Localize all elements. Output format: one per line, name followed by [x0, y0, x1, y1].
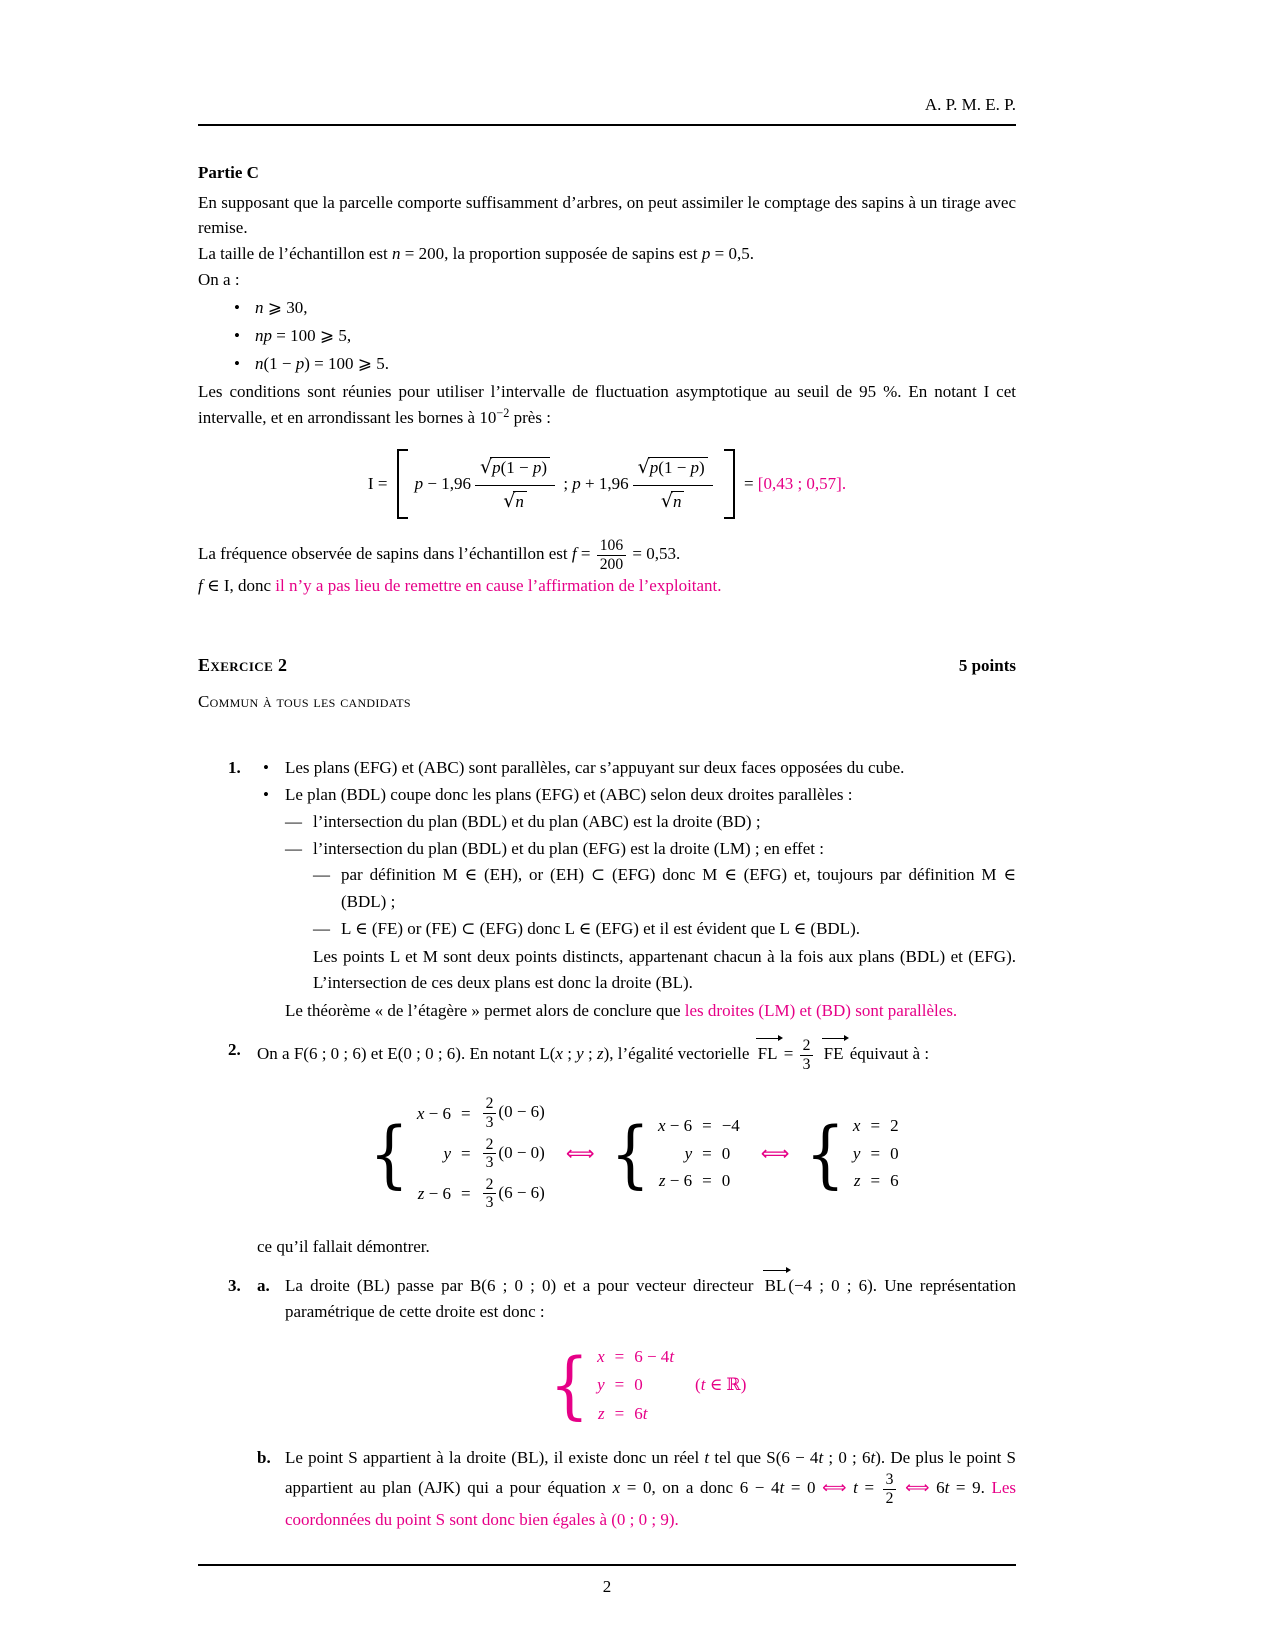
partie-c-section — [198, 160, 1016, 600]
dash-icon: — — [313, 865, 330, 885]
sqrt: √ n — [503, 491, 527, 512]
paragraph-conclusion: f ∈ I, donc il n’y a pas lieu de remettre en cause l’affirmation de l’exploitant. — [198, 576, 722, 597]
paragraph-sample: La taille de l’échantillon est n = 200, la proportion supposée de sapins est p = 0,5. — [198, 244, 754, 264]
item-number: 1. — [228, 758, 241, 778]
footer-rule — [198, 1564, 1016, 1566]
exercise-subtitle: Commun à tous les candidats — [198, 692, 411, 712]
exercise-header — [198, 652, 1016, 679]
list-item-text: np = 100 ⩾ 5, — [255, 325, 352, 346]
dash-icon: — — [285, 811, 302, 831]
sqrt: √ p(1 − p) — [638, 457, 708, 478]
sub-item-label: b. — [257, 1448, 271, 1468]
bullet-icon: • — [234, 297, 240, 317]
formula-lead: I = — [367, 474, 392, 494]
right-bracket — [724, 449, 735, 519]
bullet-icon: • — [234, 353, 240, 373]
item-number: 2. — [228, 1040, 241, 1060]
item-3a — [257, 1273, 1016, 1427]
paragraph-conditions: Les conditions sont réunies pour utiliser l’intervalle de fluctuation asymptotique au seuil de 95 %. En notant I cet intervalle, et en arrondissant les bornes à $10^{-2}$ près : — [198, 382, 1016, 428]
left-bracket — [397, 449, 408, 519]
iff-arrow-icon: ⟺ — [760, 1141, 790, 1166]
header-brand: A. P. M. E. P. — [924, 95, 1016, 114]
bullet-point: • Les plans (EFG) et (ABC) sont parallèles, car s’appuyant sur deux faces opposées du cube. — [257, 755, 1016, 781]
page-number: 2 — [602, 1577, 612, 1596]
dash-point: — l’intersection du plan (BDL) et du plan (ABC) est la droite (BD) ; — [257, 809, 1016, 835]
conditions-list — [198, 295, 1016, 377]
radical-sign: √ — [480, 455, 493, 478]
brace-icon: { — [805, 1109, 845, 1197]
item-3b — [257, 1445, 1016, 1533]
parametric-system: { x = 6 − 4t y = 0 (t ∈ ℝ) z = 6t — [549, 1341, 747, 1428]
item-1 — [198, 755, 1016, 1023]
header-rule — [198, 124, 1016, 126]
radical-sign: √ — [660, 489, 673, 512]
doc-header — [198, 92, 1016, 126]
paragraph-on-a: On a : — [198, 270, 240, 290]
list-item — [198, 323, 1016, 350]
formula-result: = [0,43 ; 0,57]. — [739, 474, 847, 494]
exercise-points: 5 points — [958, 655, 1016, 675]
brace-icon: { — [369, 1109, 409, 1197]
vector-arrow: FL — [756, 1041, 780, 1067]
fraction — [633, 454, 713, 515]
iff-arrow-icon: ⟺ — [565, 1141, 595, 1166]
parametric-system-display — [285, 1343, 1016, 1427]
sqrt: √ n — [661, 491, 685, 512]
paragraph-intro: En supposant que la parcelle comporte suffisamment d’arbres, on peut assimiler le comptage des sapins à un tirage avec remise. — [198, 192, 1016, 238]
system-2: { x − 6 = −4 y = 0 z − 6 = 0 — [610, 1109, 740, 1197]
bullet-point: • Le plan (BDL) coupe donc les plans (EFG) et (ABC) selon deux droites parallèles : — [257, 782, 1016, 808]
sub-dash-point: — par définition M ∈ (EH), or (EH) ⊂ (EFG) donc M ∈ (EFG) et, toujours par définition M ∈ (BDL) ; — [257, 862, 1016, 915]
brace-icon: { — [610, 1109, 650, 1197]
item-2-lead: On a F(6 ; 0 ; 6) et E(0 ; 0 ; 6). En notant L(x ; y ; z), l’égalité vectorielle FL = $\frac{2}{3}$ FE équivaut à : — [257, 1037, 930, 1073]
equivalence-systems — [257, 1093, 1016, 1213]
item-2 — [198, 1037, 1016, 1259]
item-number: 3. — [228, 1276, 241, 1296]
dash-point: — l’intersection du plan (BDL) et du plan (EFG) est la droite (LM) ; en effet : — [257, 836, 1016, 862]
conclusion-paragraph: Le théorème « de l’étagère » permet alors de conclure que les droites (LM) et (BD) sont parallèles. — [285, 1000, 958, 1020]
item-3b-text: Le point S appartient à la droite (BL), il existe donc un réel t tel que S(6 − 4t ; 0 ; 6t). De plus le point S appartient au plan (AJK) qui a pour équation x = 0, on a donc 6 − 4t = 0 ⟺ t = $\frac{3}{2}$ ⟺ 6t = 9. Les coordonnées du point S sont donc bien égales à (0 ; 0 ; 9). — [285, 1448, 1017, 1530]
bullet-icon: • — [263, 758, 269, 778]
continuation-paragraph: Les points L et M sont deux points distincts, appartenant chacun à la fois aux plans (BDL) et (EFG). L’intersection de ces deux plans est donc la droite (BL). — [313, 946, 1016, 992]
exercise-body — [198, 755, 1016, 1533]
list-item-text: n(1 − p) = 100 ⩾ 5. — [255, 353, 389, 374]
vector-arrow: BL — [763, 1273, 789, 1299]
bullet-icon: • — [234, 325, 240, 345]
system-3: { x = 2 y = 0 z = 6 — [805, 1109, 899, 1197]
dash-icon: — — [285, 838, 302, 858]
sqrt: √ p(1 − p) — [480, 457, 550, 478]
list-item-text: n ⩾ 30, — [255, 297, 308, 318]
section-title: Partie C — [198, 162, 259, 182]
radical-sign: √ — [503, 489, 516, 512]
dash-icon: — — [313, 919, 330, 939]
bullet-icon: • — [263, 784, 269, 804]
vector-arrow: FE — [822, 1041, 846, 1067]
sub-item-label: a. — [257, 1276, 270, 1296]
sub-dash-point: — L ∈ (FE) or (FE) ⊂ (EFG) donc L ∈ (EFG) et il est évident que L ∈ (BDL). — [257, 916, 1016, 943]
item-3 — [198, 1273, 1016, 1533]
list-item — [198, 295, 1016, 322]
item-2-after: ce qu’il fallait démontrer. — [257, 1236, 430, 1256]
formula-right-expr: p + 1,96 — [572, 474, 629, 494]
system-1: { x − 6 = $\frac{2}{3}$ (0 − 6) y = $\frac{2}{3}$ (0 − 0) z − 6 = $\frac{2}{3}$ (6 − 6) — [369, 1095, 545, 1212]
paragraph-frequency: La fréquence observée de sapins dans l’échantillon est f = $\frac{106}{200}$ = 0,53. — [198, 537, 681, 573]
doc-footer — [198, 1558, 1016, 1600]
formula-separator: ; — [559, 474, 573, 494]
formula-left-expr: p − 1,96 — [414, 474, 471, 494]
fraction — [475, 454, 555, 515]
fluctuation-interval-formula — [198, 449, 1016, 519]
list-item — [198, 351, 1016, 378]
item-3a-text: La droite (BL) passe par B(6 ; 0 ; 0) et a pour vecteur directeur BL (−4 ; 0 ; 6). Une représentation paramétrique de cette droite est donc : — [285, 1273, 1016, 1325]
radical-sign: √ — [637, 455, 650, 478]
exercise-title: Exercice 2 — [198, 654, 288, 675]
brace-icon: { — [549, 1341, 590, 1428]
